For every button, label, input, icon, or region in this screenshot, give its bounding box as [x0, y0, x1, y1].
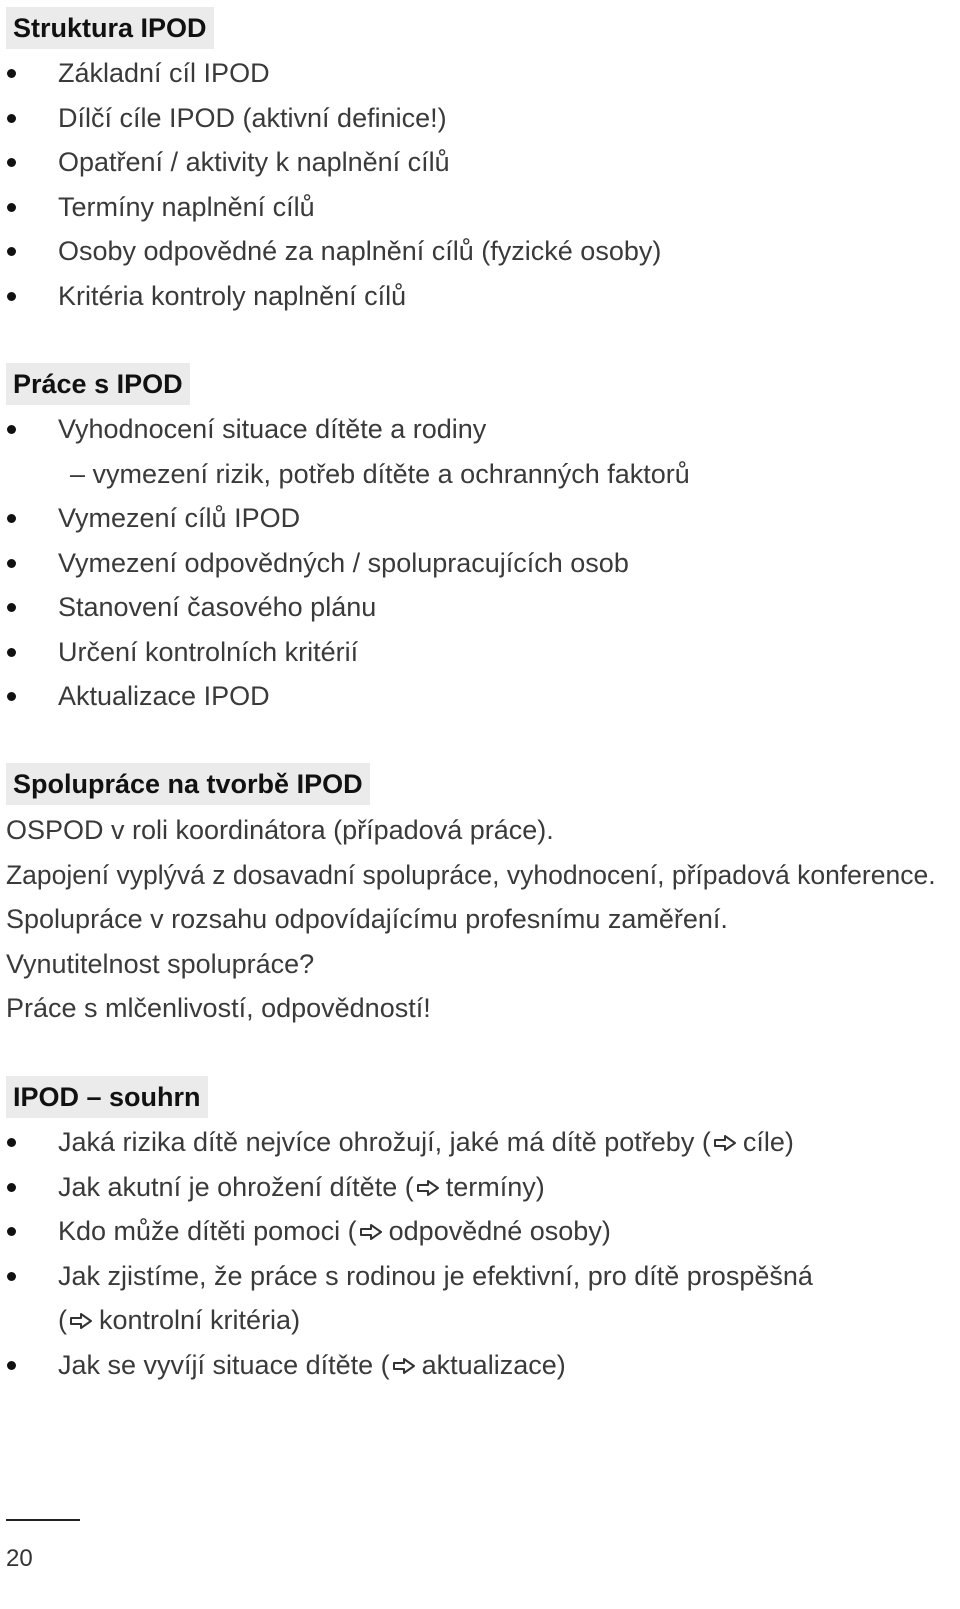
footer-rule	[6, 1519, 80, 1521]
list-item	[58, 1127, 794, 1157]
list-item-text: cíle)	[742, 1127, 794, 1157]
paragraph-line: Spolupráce v rozsahu odpovídajícímu profesnímu zaměření.	[6, 904, 728, 934]
bullet	[7, 425, 16, 434]
list-item: Vymezení odpovědných / spolupracujících osob	[58, 548, 629, 578]
list-item: Základní cíl IPOD	[58, 58, 270, 88]
bullet	[7, 203, 16, 212]
list-item	[58, 1172, 545, 1202]
list-item-text: Jak se vyvíjí situace dítěte (	[58, 1350, 390, 1380]
list-item-text: Jaká rizika dítě nejvíce ohrožují, jaké má dítě potřeby (	[58, 1127, 711, 1157]
list-item: Osoby odpovědné za naplnění cílů (fyzické osoby)	[58, 236, 662, 266]
list-item-text: (	[58, 1305, 67, 1335]
list-item: Vymezení cílů IPOD	[58, 503, 301, 533]
bullet	[7, 648, 16, 657]
bullet	[7, 1183, 16, 1192]
list-item: Termíny naplnění cílů	[58, 192, 315, 222]
right-arrow-outline-icon	[69, 1312, 93, 1330]
paragraph-line: OSPOD v roli koordinátora (případová práce).	[6, 815, 554, 845]
bullet	[7, 158, 16, 167]
list-item-text: kontrolní kritéria)	[99, 1305, 301, 1335]
bullet	[7, 114, 16, 123]
list-item: Kritéria kontroly naplnění cílů	[58, 281, 407, 311]
section-heading: Práce s IPOD	[6, 363, 190, 405]
list-item	[58, 1261, 813, 1291]
list-item: Vyhodnocení situace dítěte a rodiny	[58, 414, 487, 444]
list-item: Dílčí cíle IPOD (aktivní definice!)	[58, 103, 447, 133]
bullet	[7, 247, 16, 256]
list-item-continuation: – vymezení rizik, potřeb dítěte a ochranných faktorů	[70, 459, 690, 489]
list-item: Aktualizace IPOD	[58, 681, 270, 711]
bullet	[7, 514, 16, 523]
list-item: Stanovení časového plánu	[58, 592, 377, 622]
page-number: 20	[6, 1545, 33, 1572]
list-item-text: Jak zjistíme, že práce s rodinou je efektivní, pro dítě prospěšná	[58, 1261, 813, 1291]
bullet	[7, 692, 16, 701]
paragraph-line: Práce s mlčenlivostí, odpovědností!	[6, 993, 431, 1023]
bullet	[7, 559, 16, 568]
bullet	[7, 1272, 16, 1281]
list-item: Určení kontrolních kritérií	[58, 637, 359, 667]
bullet	[7, 292, 16, 301]
bullet	[7, 1138, 16, 1147]
paragraph-line: Vynutitelnost spolupráce?	[6, 949, 315, 979]
list-item-text: Kdo může dítěti pomoci (	[58, 1216, 357, 1246]
bullet	[7, 69, 16, 78]
bullet	[7, 1227, 16, 1236]
list-item: Opatření / aktivity k naplnění cílů	[58, 147, 450, 177]
list-item-text: termíny)	[445, 1172, 545, 1202]
right-arrow-outline-icon	[392, 1357, 416, 1375]
paragraph-line: Zapojení vyplývá z dosavadní spolupráce, vyhodnocení, případová konference.	[6, 860, 936, 890]
list-item-text: aktualizace)	[421, 1350, 566, 1380]
right-arrow-outline-icon	[359, 1223, 383, 1241]
bullet	[7, 603, 16, 612]
bullet	[7, 1361, 16, 1370]
list-item	[58, 1350, 566, 1380]
section-heading: IPOD – souhrn	[6, 1076, 208, 1118]
section-heading: Spolupráce na tvorbě IPOD	[6, 763, 370, 805]
section-heading: Struktura IPOD	[6, 7, 214, 49]
list-item-text: odpovědné osoby)	[388, 1216, 611, 1246]
list-item-text: Jak akutní je ohrožení dítěte (	[58, 1172, 414, 1202]
list-item-continuation	[58, 1305, 300, 1335]
right-arrow-outline-icon	[416, 1179, 440, 1197]
list-item	[58, 1216, 611, 1246]
right-arrow-outline-icon	[713, 1134, 737, 1152]
